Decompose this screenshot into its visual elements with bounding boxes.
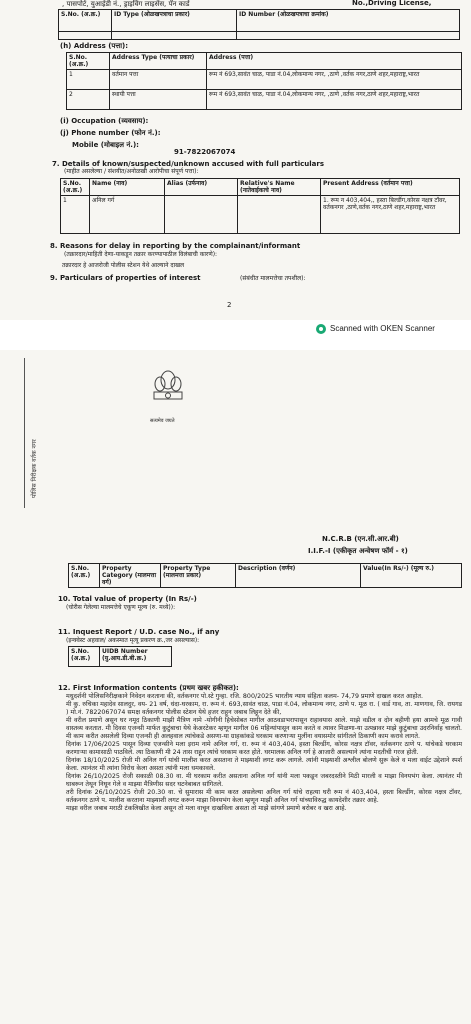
section-9-title: 9. Particulars of properties of interest xyxy=(50,274,201,282)
side-stamp-text: पोलिस निरीक्षक वर्तक नगर xyxy=(31,439,38,498)
table-cell: 2 xyxy=(67,90,110,110)
id-col-number: ID Number (ओळखपत्राचा क्रमांक) xyxy=(237,10,460,32)
addr-col-sno: S.No. (अ.क्र.) xyxy=(67,53,110,70)
national-emblem-icon xyxy=(138,362,198,422)
table-cell: रूम नं 693,सावंत चाळ, पाडा नं.04,लोकमान्य नगर, ,ठाणे ,वर्तक नगर,ठाणे शहर,महाराष्ट्र,भारत xyxy=(207,70,462,90)
prop-col-category: Property Category (मालमत्ता वर्ग) xyxy=(100,564,161,588)
fir-paragraph: दिनांक 26/10/2025 रोजी सकाळी 08.30 वा. मी घरकाम करीत असताना अनिल गर्ग यांनी मला पकडून जबरदस्तीने मिठी मारली व माझा विनयभंग केला. त्यानंतर मी घाबरून तेथून निघून गेले व माझ्या मैत्रिणीस सदर घटनेबाबत सांगितले. xyxy=(66,773,462,788)
section-8-title-mr: (तक्रारदार/माहिती देणा-याकडून तक्रार करण्यापाठील विलंबाची कारणे): xyxy=(64,251,218,258)
uidb-table xyxy=(68,646,172,667)
table-cell xyxy=(165,196,238,234)
section-7-title-mr: (माहीत असलेल्या / संशयीत/अनोळखी आरोपीचा संपूर्ण पत्ता): xyxy=(64,168,199,175)
police-stamp xyxy=(24,358,57,508)
fir-paragraph: माझा वरील जबाब मराठी टंकलिखीत केला असून तो मला वाचून दाखविला असता तो माझे सांगणे प्रमाणे बरोबर व खरा आहे. xyxy=(66,805,347,812)
phone-label: (j) Phone number (फोन नं.): xyxy=(60,129,161,137)
section-9-title-mr: (संबंधीत मालमत्तेचा तपशील): xyxy=(240,275,306,282)
section-11-title-mr: (इन्क्वेस्ट अहवाल/ अकस्मात मृत्यू प्रकरण क्र.,जर असल्यास): xyxy=(66,637,200,644)
table-cell: 1 xyxy=(67,70,110,90)
mobile-value: 91-7822067074 xyxy=(174,148,236,156)
id-col-sno: S.No. (अ.क्र.) xyxy=(59,10,112,32)
fir-paragraph: तरी दिनांक 26/10/2025 रोजी 20.30 वा. चे सुमारास मी काम करत असलेल्या अनिल गर्ग यांचे राहत्या घरी रूम नं 403,404, हस्ता बिल्डींग, कोरस नक्षत्र टॉवर, वर्तकनगर ठाणे प. मालीश करताना माझ्याशी लगट करून माझा विनयभंग केला म्हणून माझी अनिल गर्ग यांच्याविरुद्ध कायदेशीर तक्रार आहे. xyxy=(66,789,462,804)
page-number: 2 xyxy=(227,301,232,309)
prop-col-type: Property Type (मालमत्ता प्रकार) xyxy=(161,564,236,588)
addr-col-address: Address (पत्ता) xyxy=(207,53,462,70)
accused-col-address: Present Address (वर्तमान पत्ता) xyxy=(321,179,460,196)
property-table xyxy=(68,563,462,588)
uidb-col-sno: S.No. (अ.क्र.) xyxy=(69,647,100,667)
oken-logo-icon xyxy=(316,324,326,334)
emblem-caption: सत्यमेव जयते xyxy=(150,418,175,424)
address-label: (h) Address (पत्ता): xyxy=(60,42,129,50)
scanner-watermark xyxy=(316,324,435,334)
table-cell: रूम नं 693,सावंत चाळ, पाडा नं.04,लोकमान्य नगर, ,ठाणे ,वर्तक नगर,ठाणे शहर,महाराष्ट्र,भारत xyxy=(207,90,462,110)
accused-col-name: Name (नाव) xyxy=(90,179,165,196)
accused-table xyxy=(60,178,460,234)
section-7-title: 7. Details of known/suspected/unknown accused with full particulars xyxy=(52,160,325,168)
top-fragment-en: No.,Driving License, xyxy=(352,0,432,7)
section-12-title: 12. First Information contents (प्रथम खबर हकीकत): xyxy=(58,684,239,692)
prop-col-sno: S.No. (अ.क्र.) xyxy=(69,564,100,588)
table-cell xyxy=(238,196,321,234)
accused-col-sno: S.No. (अ.क्र.) xyxy=(61,179,90,196)
table-cell: 1. रूम न 403,404,, हस्ता बिल्डींग,कोरस नक्षत्र टॉवर, वर्तकनगर ,ठाणे,वर्तक नगर,ठाणे शहर,महाराष्ट्र,भारत xyxy=(321,196,460,234)
section-8-value: तक्रारदार हे आजरोजी पोलीस स्टेशन येथे आल्याने दाखल xyxy=(62,262,185,269)
section-8-title: 8. Reasons for delay in reporting by the complainant/informant xyxy=(50,242,301,250)
fir-paragraph: दिनांक 17/06/2025 पासून दिव्या एजन्सीने मला इराम नामे अनिल गर्ग, रा. रूम नं 403,404, हस्ता बिल्डींग, कोरस नक्षत्र टॉवर, वर्तकनगर ठाणे प. यांचेकडे घरकाम करणाऱ्या कामासाठी पाठविले. त्या ठिकाणी मी 24 तास राहून त्यांचे घरकाम करत होते. घरमालक अनिल गर्ग हे आजारी असल्याने त्यांना मदतीची गरज होती. xyxy=(66,741,462,756)
fir-contents xyxy=(66,693,462,813)
table-cell: अनिल गर्ग xyxy=(90,196,165,234)
id-table xyxy=(58,9,460,40)
prop-col-value: Value(In Rs/-) (मूल्य रु.) xyxy=(361,564,462,588)
table-cell: वर्तमान पत्ता xyxy=(110,70,207,90)
addr-col-type: Address Type (पत्याचा प्रकार) xyxy=(110,53,207,70)
fir-paragraph: मी वरील प्रमाणे असून घर नमूद ठिकाणी माझी मैत्रिण नामे -योगीनी हिचेसोबत मागील आठवडाभरापासून राहावयास आले. माझे वडील व दोन बहीणी हया आमचे मूळ गावी वास्तव्य करतात. मी दिवस एजन्सी मार्फत कुटुंबाचा येथे केअरटेकर म्हणून मागील 06 महिन्यांपासून काम करते व त्यावर मिळणा-या उत्पन्नावर माझे कुटुंबाचा उदरनिर्वाह चालतो. मी काम करीत असलेली दिव्या एजन्सी ही अलहवाल त्यांचेकडे असणा-या ग्राहकांकडे घरकाम करणाऱ्या मुलींना वयासमोर सांगीतले ठिकाणी काम करावे लागते. xyxy=(66,717,462,740)
id-col-type: ID Type (ओळखपत्राचा प्रकार) xyxy=(112,10,237,32)
top-fragment: , पासपोर्ट, युआईडी नं., ड्राइविंग लाइसेंस, पॅन कार्ड xyxy=(62,0,190,8)
document-page-2 xyxy=(0,350,471,1024)
fir-paragraph: मी कु. रुचिका महादेव सालदुर, वय- 21 वर्ष, धंदा-घरकाम, रा. रूम नं. 693,सावंत चाळ, पाडा नं.04, लोकमान्य नगर, ठाणे प. मूळ रा. ( वार्ड गाव, ता. माणगाव, जि. रायगड ) मो.नं. 7822067074 समक्ष वर्तकनगर पोलीस स्टेशन येथे हजर राहून जबाब लिहून देते की, xyxy=(66,701,462,716)
table-row xyxy=(67,90,462,110)
table-row xyxy=(61,196,460,234)
address-table xyxy=(66,52,462,110)
prop-col-description: Description (वर्णन) xyxy=(236,564,361,588)
fir-paragraph: दिनांक 18/10/2025 रोजी मी अनिल गर्ग यांची मालीश करत असताना ते माझ्याशी लगट करू लागले. त्यांनी माझ्याशी अश्लील बोलणे सुरू केले व मला वाईट उद्देशाने स्पर्श केला. त्यानंतर मी त्यांना विरोध केला असता त्यांनी मला धमकावले. xyxy=(66,757,462,772)
section-10-title-mr: (चोरीस गेलेल्या मालमत्तेचे एकूण मूल्य (रु. मध्ये)): xyxy=(66,604,176,611)
table-row xyxy=(67,70,462,90)
section-10-title: 10. Total value of property (In Rs/-) xyxy=(58,595,197,603)
table-cell: 1 xyxy=(61,196,90,234)
section-11-title: 11. Inquest Report / U.D. case No., if any xyxy=(58,628,220,636)
uidb-col-number: UIDB Number (यु.आय.डी.बी.क्र.) xyxy=(100,647,172,667)
accused-col-relative: Relative's Name (नातेवाईकाचे नाव) xyxy=(238,179,321,196)
fir-paragraph: मधुदर्शनी पोलिसनिरीक्षकाने निवेदन करताना की, वर्तकनगर पो.स्टे गुन्हा. रजि. 800/2025 भारतीय न्याय संहिता कलम- 74,79 प्रमाणे दाखल करत आहोत. xyxy=(66,693,423,700)
ncrb-label: N.C.R.B (एन.सी.आर.बी) xyxy=(322,535,399,543)
mobile-label: Mobile (मोबाइल नं.): xyxy=(72,141,139,149)
table-cell: स्थायी पत्ता xyxy=(110,90,207,110)
document-page-1 xyxy=(0,0,471,320)
occupation-label: (i) Occupation (व्यवसाय): xyxy=(60,117,149,125)
iif-label: I.I.F.-I (एकीकृत अन्वेषण फॉर्म - १) xyxy=(308,547,408,555)
scanner-label: Scanned with OKEN Scanner xyxy=(330,324,435,333)
accused-col-alias: Alias (उर्फनाव) xyxy=(165,179,238,196)
